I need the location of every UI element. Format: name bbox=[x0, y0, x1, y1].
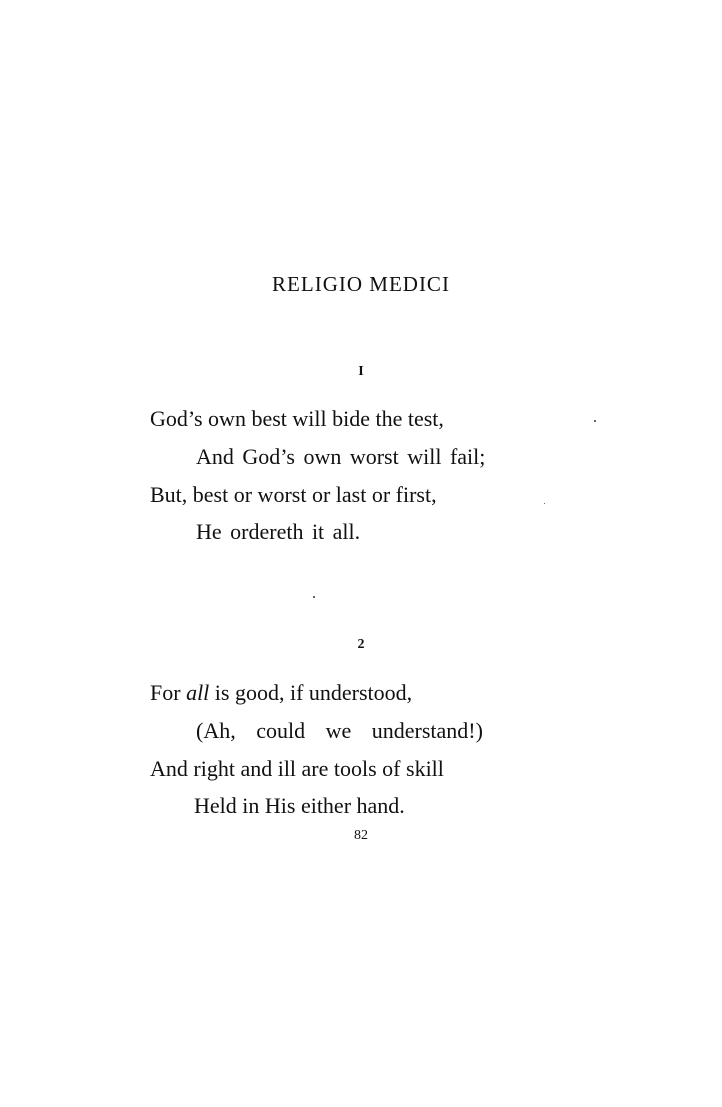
poem-title: RELIGIO MEDICI bbox=[272, 272, 450, 296]
line-text: is good, if understood, bbox=[209, 680, 413, 705]
poem-line: God’s own best will bide the test, bbox=[150, 406, 444, 431]
stanza-number: 2 bbox=[357, 637, 365, 652]
page-number: 82 bbox=[354, 828, 368, 843]
poem-line: (Ah, could we understand!) bbox=[196, 718, 483, 743]
poem-line: And right and ill are tools of skill bbox=[150, 756, 444, 781]
poem-line bbox=[150, 680, 412, 706]
scan-speck bbox=[313, 596, 315, 598]
poem-line: And God’s own worst will fail; bbox=[196, 444, 486, 469]
scan-speck bbox=[594, 420, 596, 422]
poem-line: Held in His either hand. bbox=[194, 793, 405, 818]
poem-line: He ordereth it all. bbox=[196, 519, 361, 544]
poem-line: But, best or worst or last or first, bbox=[150, 482, 437, 507]
scan-speck bbox=[544, 503, 545, 504]
stanza-number: I bbox=[358, 364, 364, 379]
emphasized-word: all bbox=[186, 680, 210, 705]
line-text: For bbox=[150, 680, 187, 705]
